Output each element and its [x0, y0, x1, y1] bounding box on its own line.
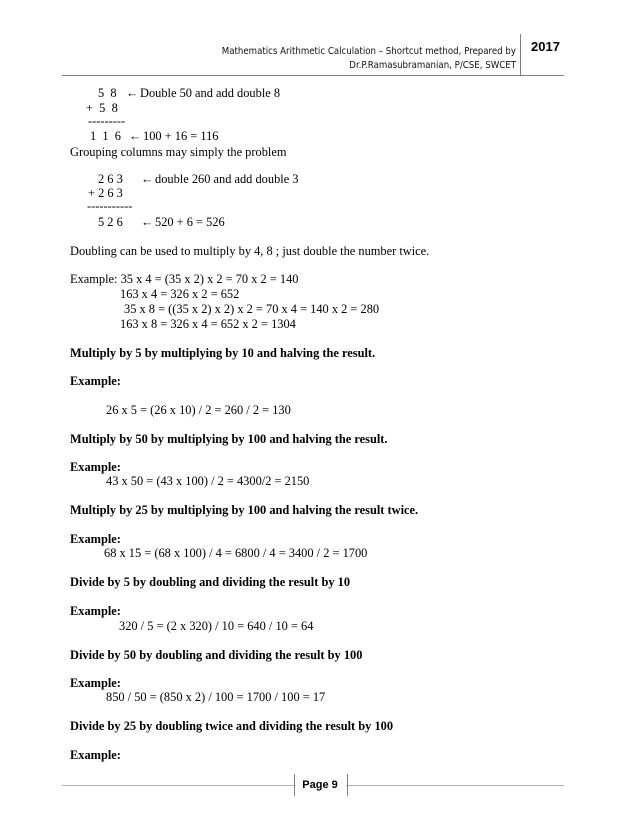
header-rule: [62, 75, 564, 76]
doubling-text: Doubling can be used to multiply by 4, 8 ; just double the number twice.: [70, 244, 430, 258]
header-divider: [520, 34, 521, 76]
section-heading: Multiply by 5 by multiplying by 10 and halving the result.: [70, 346, 376, 360]
example-label: Example:: [70, 460, 121, 474]
example-text: 68 x 15 = (68 x 100) / 4 = 6800 / 4 = 3400 / 2 = 1700: [104, 546, 368, 560]
header-year: 2017: [531, 39, 560, 54]
section-heading: Multiply by 25 by multiplying by 100 and halving the result twice.: [70, 503, 419, 517]
calc2-line2: + 2 6 3: [88, 186, 123, 200]
calc2-line1: 2 6 3: [98, 172, 123, 186]
example-label: Example:: [70, 374, 121, 388]
footer-rule-right: [346, 785, 564, 786]
example-label: Example:: [70, 604, 121, 618]
grouping-text: Grouping columns may simply the problem: [70, 145, 287, 159]
doubling-example-1: Example: 35 x 4 = (35 x 2) x 2 = 70 x 2 = 140: [70, 272, 299, 286]
calc1-line2: + 5 8: [86, 101, 118, 115]
calc2-rule: -----------: [87, 199, 133, 213]
calc1-line1: 5 8: [98, 86, 117, 100]
section-heading: Divide by 50 by doubling and dividing the result by 100: [70, 648, 363, 662]
header-title-line1: Mathematics Arithmetic Calculation – Shortcut method, Prepared by: [221, 46, 516, 57]
left-arrow-icon: ←: [126, 86, 139, 100]
header-title-line2: Dr.P.Ramasubramanian, P/CSE, SWCET: [349, 60, 516, 71]
example-text: 43 x 50 = (43 x 100) / 2 = 4300/2 = 2150: [106, 474, 310, 488]
page-number: Page 9: [302, 779, 338, 791]
calc1-note2: ← 100 + 16 = 116: [129, 129, 219, 143]
doubling-example-4: 163 x 8 = 326 x 4 = 652 x 2 = 1304: [120, 317, 296, 331]
section-heading: Divide by 5 by doubling and dividing the result by 10: [70, 575, 351, 589]
section-heading: Divide by 25 by doubling twice and dividing the result by 100: [70, 719, 394, 733]
left-arrow-icon: ←: [141, 172, 154, 186]
footer-rule-left: [62, 785, 294, 786]
example-text: 26 x 5 = (26 x 10) / 2 = 260 / 2 = 130: [106, 403, 291, 417]
left-arrow-icon: ←: [141, 215, 154, 229]
example-text: 850 / 50 = (850 x 2) / 100 = 1700 / 100 = 17: [106, 690, 326, 704]
calc1-result: 1 1 6: [90, 129, 121, 143]
calc1-rule: ---------: [88, 114, 126, 128]
calc2-result: 5 2 6: [98, 215, 123, 229]
calc2-note1: ← double 260 and add double 3: [141, 172, 299, 186]
calc2-note2: ← 520 + 6 = 526: [141, 215, 225, 229]
left-arrow-icon: ←: [129, 129, 142, 143]
example-text: 320 / 5 = (2 x 320) / 10 = 640 / 10 = 64: [119, 619, 314, 633]
doubling-example-2: 163 x 4 = 326 x 2 = 652: [120, 287, 240, 301]
example-label: Example:: [70, 676, 121, 690]
example-label: Example:: [70, 748, 121, 762]
section-heading: Multiply by 50 by multiplying by 100 and halving the result.: [70, 432, 388, 446]
doubling-example-3: 35 x 8 = ((35 x 2) x 2) x 2 = 70 x 4 = 140 x 2 = 280: [124, 302, 380, 316]
calc1-note1: ← Double 50 and add double 8: [126, 86, 281, 100]
example-label: Example:: [70, 532, 121, 546]
